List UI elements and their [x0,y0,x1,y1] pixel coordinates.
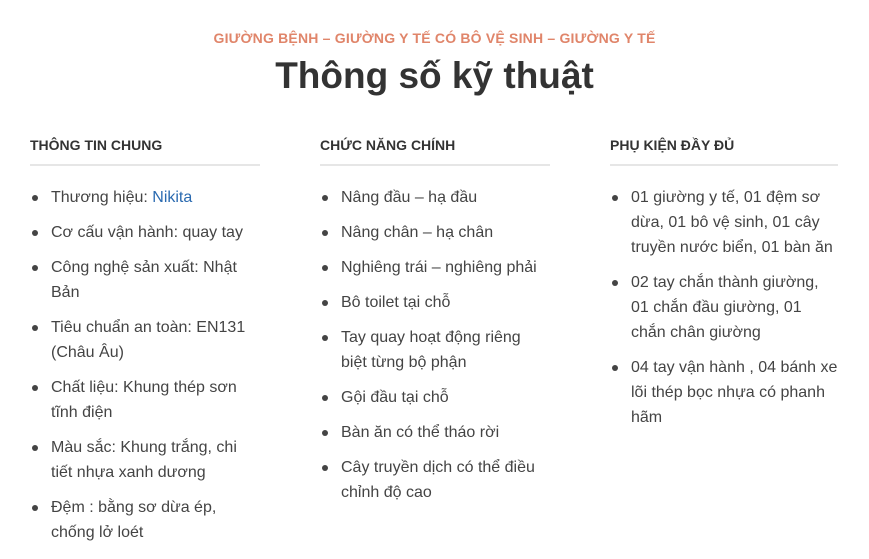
list-item: 04 tay vận hành , 04 bánh xe lõi thép bọc nhựa có phanh hãm [610,355,840,430]
list-item: Bô toilet tại chỗ [320,290,550,315]
list-item: Đệm : bằng sơ dừa ép, chống lở loét [30,495,260,545]
list-item: Chất liệu: Khung thép sơn tĩnh điện [30,375,260,425]
list-item: Cơ cấu vận hành: quay tay [30,220,260,245]
list-item: Cây truyền dịch có thể điều chỉnh độ cao [320,455,550,505]
list-item: Bàn ăn có thể tháo rời [320,420,550,445]
list-item: Màu sắc: Khung trắng, chi tiết nhựa xanh dương [30,435,260,485]
accessories-list [610,185,840,430]
list-item [30,185,260,210]
general-info-list [30,185,260,545]
list-item: 02 tay chắn thành giường, 01 chắn đầu giường, 01 chắn chân giường [610,270,840,345]
column-main-functions [320,135,550,515]
column-general-info [30,135,260,555]
column-heading: CHỨC NĂNG CHÍNH [320,135,550,166]
brand-label: Thương hiệu: [51,189,153,206]
column-heading: PHỤ KIỆN ĐẦY ĐỦ [610,135,838,166]
list-item: 01 giường y tế, 01 đệm sơ dừa, 01 bô vệ sinh, 01 cây truyền nước biển, 01 bàn ăn [610,185,840,260]
column-heading: THÔNG TIN CHUNG [30,135,260,166]
brand-link[interactable]: Nikita [152,189,193,206]
list-item: Tiêu chuẩn an toàn: EN131 (Châu Âu) [30,315,260,365]
column-accessories [610,135,840,440]
section-subtitle: GIƯỜNG BỆNH – GIƯỜNG Y TẾ CÓ BÔ VỆ SINH – GIƯỜNG Y TẾ [213,30,656,46]
list-item: Gội đầu tại chỗ [320,385,550,410]
list-item: Công nghệ sản xuất: Nhật Bản [30,255,260,305]
main-functions-list [320,185,550,505]
list-item: Tay quay hoạt động riêng biệt từng bộ phận [320,325,550,375]
list-item: Nghiêng trái – nghiêng phải [320,255,550,280]
list-item: Nâng chân – hạ chân [320,220,550,245]
page-title: Thông số kỹ thuật [275,55,594,96]
list-item: Nâng đầu – hạ đầu [320,185,550,210]
